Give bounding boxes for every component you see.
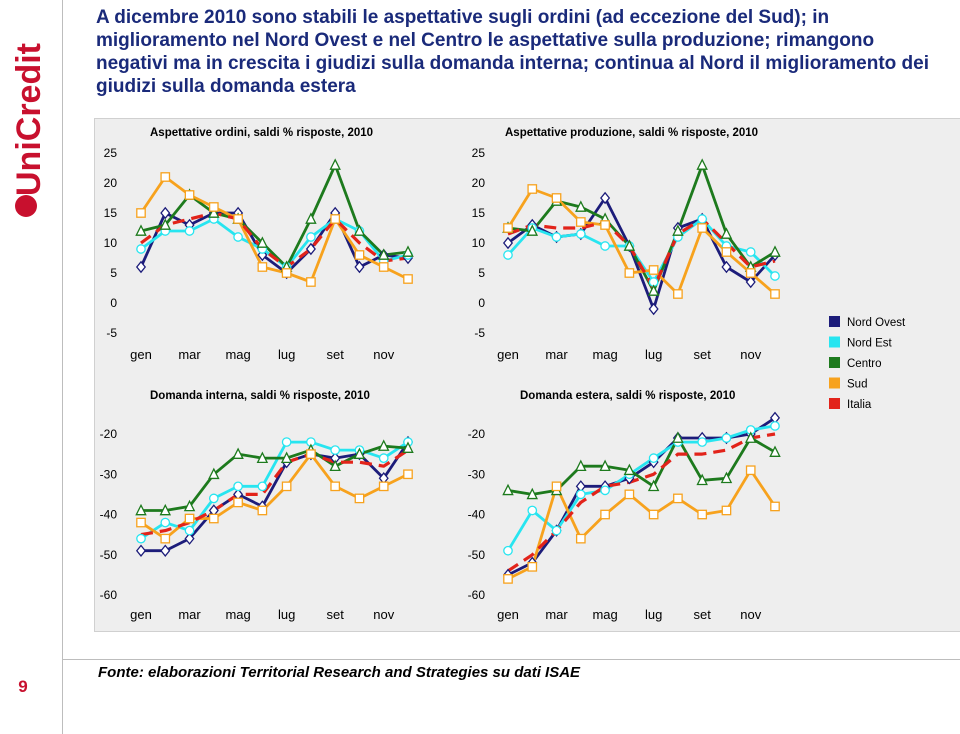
legend-swatch-nord-est xyxy=(829,337,840,348)
source-note: Fonte: elaborazioni Territorial Research and Strategies su dati ISAE xyxy=(98,664,581,681)
y-tick-label: 0 xyxy=(478,296,485,310)
point-sud xyxy=(698,224,706,232)
unicredit-logo-wordmark: UniCredit xyxy=(10,43,48,196)
legend-label-italia: Italia xyxy=(847,399,872,411)
chart-title: Domanda interna, saldi % risposte, 2010 xyxy=(150,390,370,402)
x-tick-label: set xyxy=(326,607,344,622)
point-sud xyxy=(234,215,242,223)
chart-aspettative-ordini xyxy=(104,127,413,362)
y-tick-label: 20 xyxy=(103,176,117,190)
point-sud xyxy=(331,215,339,223)
point-nord-est xyxy=(234,233,242,241)
chart-aspettative-produzione xyxy=(472,127,780,362)
point-nord-est xyxy=(504,251,512,259)
x-tick-label: mar xyxy=(545,347,568,362)
legend-label-nord-est: Nord Est xyxy=(847,337,892,350)
chart-panel xyxy=(94,118,960,632)
x-tick-label: nov xyxy=(740,347,762,362)
point-sud xyxy=(625,269,633,277)
point-sud xyxy=(552,482,560,490)
chart-title: Domanda estera, saldi % risposte, 2010 xyxy=(520,390,736,402)
chart-title: Aspettative ordini, saldi % risposte, 2010 xyxy=(150,127,374,139)
y-tick-label: -20 xyxy=(467,427,485,441)
point-sud xyxy=(674,494,682,502)
point-nord-ovest xyxy=(137,546,145,556)
series-line-italia xyxy=(508,434,775,571)
page-title: A dicembre 2010 sono stabili le aspettative sugli ordini (ad eccezione del Sud); in miglioramento nel Nord Ovest e nel Centro le aspettative sulla produzione; rimangono negativi ma in crescita i giudizi sulla domanda interna; continua al Nord il miglioramento dei giudizi sulla domanda estera xyxy=(96,7,929,97)
point-nord-est xyxy=(601,486,609,494)
point-nord-est xyxy=(282,438,290,446)
point-sud xyxy=(380,482,388,490)
x-tick-label: set xyxy=(326,347,344,362)
point-centro xyxy=(722,229,731,238)
point-nord-est xyxy=(552,526,560,534)
page-number: 9 xyxy=(18,677,28,696)
footer-divider xyxy=(62,659,960,660)
x-tick-label: nov xyxy=(740,607,762,622)
point-nord-est xyxy=(649,454,657,462)
y-tick-label: -50 xyxy=(99,547,117,562)
point-sud xyxy=(137,518,145,526)
x-tick-label: gen xyxy=(497,347,519,362)
x-tick-label: lug xyxy=(644,607,663,622)
point-nord-est xyxy=(528,506,536,514)
point-centro xyxy=(306,214,315,223)
x-tick-label: gen xyxy=(497,607,519,622)
legend-swatch-sud xyxy=(829,378,840,389)
point-nord-est xyxy=(771,422,779,430)
point-sud xyxy=(504,575,512,583)
point-sud xyxy=(307,450,315,458)
point-sud xyxy=(528,563,536,571)
point-sud xyxy=(674,290,682,298)
x-tick-label: nov xyxy=(373,607,395,622)
point-nord-est xyxy=(210,494,218,502)
point-centro xyxy=(697,160,706,169)
x-tick-label: mar xyxy=(178,347,201,362)
series-line-centro xyxy=(141,446,408,510)
x-tick-label: lug xyxy=(277,607,296,622)
point-nord-est xyxy=(601,242,609,250)
point-nord-est xyxy=(698,438,706,446)
point-sud xyxy=(504,224,512,232)
point-nord-est xyxy=(234,482,242,490)
legend-swatch-nord-ovest xyxy=(829,316,840,327)
point-nord-est xyxy=(137,534,145,542)
legend-swatch-centro xyxy=(829,357,840,368)
point-sud xyxy=(258,263,266,271)
point-sud xyxy=(380,263,388,271)
point-nord-est xyxy=(307,233,315,241)
x-tick-label: lug xyxy=(644,347,663,362)
point-sud xyxy=(161,534,169,542)
point-nord-est xyxy=(552,233,560,241)
point-centro xyxy=(770,247,779,256)
point-sud xyxy=(601,221,609,229)
point-sud xyxy=(234,498,242,506)
point-sud xyxy=(698,510,706,518)
y-tick-label: -5 xyxy=(474,326,485,340)
y-tick-label: 0 xyxy=(110,296,117,310)
point-sud xyxy=(210,203,218,211)
point-nord-est xyxy=(161,518,169,526)
point-sud xyxy=(404,275,412,283)
point-sud xyxy=(771,290,779,298)
point-nord-est xyxy=(331,446,339,454)
point-centro xyxy=(330,160,339,169)
y-tick-label: -60 xyxy=(99,588,117,602)
point-nord-ovest xyxy=(161,546,169,556)
point-nord-est xyxy=(771,272,779,280)
y-tick-label: 5 xyxy=(110,266,117,280)
charts-canvas xyxy=(95,119,960,631)
point-nord-est xyxy=(747,248,755,256)
point-sud xyxy=(722,506,730,514)
point-nord-est xyxy=(577,490,585,498)
point-nord-est xyxy=(185,526,193,534)
y-tick-label: 15 xyxy=(471,206,485,220)
x-tick-label: gen xyxy=(130,607,152,622)
x-tick-label: gen xyxy=(130,347,152,362)
point-sud xyxy=(722,248,730,256)
point-sud xyxy=(771,502,779,510)
x-tick-label: nov xyxy=(373,347,395,362)
y-tick-label: 15 xyxy=(103,206,117,220)
legend-swatch-italia xyxy=(829,398,840,409)
unicredit-logo xyxy=(0,20,62,220)
point-sud xyxy=(747,466,755,474)
y-tick-label: -60 xyxy=(467,588,485,602)
point-sud xyxy=(307,278,315,286)
y-tick-label: 25 xyxy=(103,146,117,160)
series-line-centro xyxy=(141,165,408,267)
point-sud xyxy=(355,494,363,502)
y-tick-label: -30 xyxy=(99,467,117,482)
point-sud xyxy=(161,173,169,181)
x-tick-label: mar xyxy=(545,607,568,622)
point-sud xyxy=(258,506,266,514)
point-sud xyxy=(185,191,193,199)
point-nord-est xyxy=(504,547,512,555)
point-sud xyxy=(528,185,536,193)
point-sud xyxy=(210,514,218,522)
sidebar xyxy=(0,0,63,734)
y-tick-label: -30 xyxy=(467,467,485,482)
y-tick-label: -50 xyxy=(467,547,485,562)
legend-label-sud: Sud xyxy=(847,378,868,391)
point-nord-est xyxy=(137,245,145,253)
point-sud xyxy=(552,194,560,202)
point-nord-est xyxy=(185,227,193,235)
chart-domanda-interna xyxy=(100,390,413,622)
x-tick-label: set xyxy=(693,607,711,622)
point-sud xyxy=(577,218,585,226)
y-tick-label: -40 xyxy=(99,507,117,522)
unicredit-logo-mark xyxy=(15,195,37,217)
point-sud xyxy=(649,510,657,518)
y-tick-label: 20 xyxy=(471,176,485,190)
x-tick-label: mag xyxy=(592,607,618,622)
point-sud xyxy=(331,482,339,490)
point-sud xyxy=(601,510,609,518)
point-sud xyxy=(404,470,412,478)
y-tick-label: -20 xyxy=(99,427,117,441)
chart-title: Aspettative produzione, saldi % risposte, 2010 xyxy=(505,127,759,139)
point-nord-est xyxy=(577,230,585,238)
point-sud xyxy=(355,251,363,259)
point-nord-est xyxy=(722,434,730,442)
point-nord-est xyxy=(380,454,388,462)
point-sud xyxy=(185,514,193,522)
point-nord-est xyxy=(258,482,266,490)
y-tick-label: -5 xyxy=(106,326,117,340)
y-tick-label: -40 xyxy=(467,507,485,522)
point-sud xyxy=(282,482,290,490)
chart-domanda-estera xyxy=(468,390,780,622)
point-sud xyxy=(282,269,290,277)
x-tick-label: set xyxy=(693,347,711,362)
legend-label-nord-ovest: Nord Ovest xyxy=(847,317,906,329)
y-tick-label: 10 xyxy=(471,236,485,250)
y-tick-label: 5 xyxy=(478,266,485,280)
legend xyxy=(829,316,906,411)
x-tick-label: mar xyxy=(178,607,201,622)
point-nord-ovest xyxy=(649,304,657,314)
x-tick-label: mag xyxy=(592,347,618,362)
x-tick-label: mag xyxy=(225,607,251,622)
point-sud xyxy=(747,269,755,277)
point-sud xyxy=(577,534,585,542)
x-tick-label: mag xyxy=(225,347,251,362)
point-nord-est xyxy=(698,215,706,223)
point-sud xyxy=(137,209,145,217)
series-line-sud xyxy=(141,177,408,282)
y-tick-label: 10 xyxy=(103,236,117,250)
point-sud xyxy=(625,490,633,498)
point-sud xyxy=(649,266,657,274)
x-tick-label: lug xyxy=(277,347,296,362)
series-line-nord-ovest xyxy=(508,198,775,309)
legend-label-centro: Centro xyxy=(847,358,882,370)
y-tick-label: 25 xyxy=(471,146,485,160)
